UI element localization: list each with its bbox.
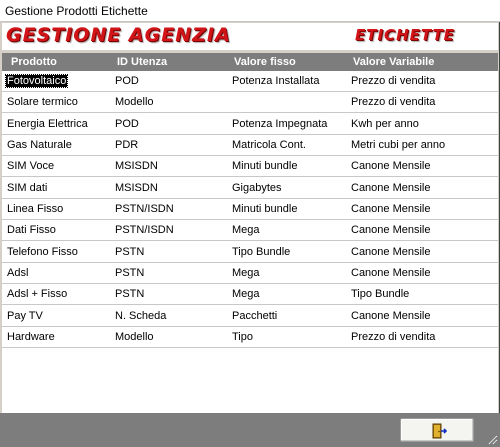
table-row[interactable] xyxy=(2,178,498,199)
cell-id-utenza[interactable]: N. Scheda xyxy=(115,310,167,322)
cell-prodotto[interactable]: Fotovoltaico xyxy=(7,75,67,87)
cell-id-utenza[interactable]: PSTN/ISDN xyxy=(115,224,174,236)
cell-id-utenza[interactable]: PDR xyxy=(115,139,139,151)
cell-prodotto[interactable]: SIM Voce xyxy=(7,160,55,172)
cell-prodotto[interactable]: Telefono Fisso xyxy=(7,246,78,258)
cell-valore-fisso[interactable]: Pacchetti xyxy=(232,310,278,322)
cell-valore-variabile[interactable]: Canone Mensile xyxy=(351,203,431,215)
cell-valore-fisso[interactable]: Mega xyxy=(232,224,260,236)
table-row[interactable] xyxy=(2,284,498,305)
cell-valore-fisso[interactable]: Gigabytes xyxy=(232,182,282,194)
cell-id-utenza[interactable]: PSTN xyxy=(115,246,145,258)
cell-prodotto[interactable]: Adsl + Fisso xyxy=(7,288,68,300)
cell-valore-fisso[interactable]: Mega xyxy=(232,288,260,300)
banner-subtitle: ETICHETTE xyxy=(355,26,455,44)
column-header-id-utenza[interactable]: ID Utenza xyxy=(117,56,168,68)
table-row[interactable] xyxy=(2,71,498,92)
cell-prodotto[interactable]: Pay TV xyxy=(7,310,43,322)
banner-title: GESTIONE AGENZIA xyxy=(6,24,231,46)
cell-prodotto[interactable]: Solare termico xyxy=(7,96,78,108)
cell-valore-variabile[interactable]: Prezzo di vendita xyxy=(351,75,436,87)
cell-prodotto[interactable]: Linea Fisso xyxy=(7,203,64,215)
cell-valore-fisso[interactable]: Potenza Installata xyxy=(232,75,320,87)
table-row[interactable] xyxy=(2,327,498,348)
table-row[interactable] xyxy=(2,220,498,241)
table-row[interactable] xyxy=(2,92,498,113)
cell-valore-variabile[interactable]: Prezzo di vendita xyxy=(351,96,436,108)
cell-prodotto[interactable]: Adsl xyxy=(7,267,29,279)
table-row[interactable] xyxy=(2,306,498,327)
cell-prodotto[interactable]: Dati Fisso xyxy=(7,224,56,236)
cell-prodotto[interactable]: SIM dati xyxy=(7,182,48,194)
cell-id-utenza[interactable]: POD xyxy=(115,118,139,130)
cell-valore-fisso[interactable]: Potenza Impegnata xyxy=(232,118,328,130)
cell-valore-fisso[interactable]: Tipo Bundle xyxy=(232,246,291,258)
cell-valore-variabile[interactable]: Metri cubi per anno xyxy=(351,139,446,151)
cell-valore-fisso[interactable]: Minuti bundle xyxy=(232,160,298,172)
cell-id-utenza[interactable]: Modello xyxy=(115,96,154,108)
cell-valore-variabile[interactable]: Canone Mensile xyxy=(351,224,431,236)
cell-valore-variabile[interactable]: Canone Mensile xyxy=(351,182,431,194)
table-row[interactable] xyxy=(2,199,498,220)
column-header-valore-fisso[interactable]: Valore fisso xyxy=(234,56,296,68)
table-row[interactable] xyxy=(2,242,498,263)
column-header-prodotto[interactable]: Prodotto xyxy=(11,56,57,68)
cell-id-utenza[interactable]: PSTN xyxy=(115,267,145,279)
cell-valore-fisso[interactable]: Matricola Cont. xyxy=(232,139,306,151)
cell-valore-variabile[interactable]: Canone Mensile xyxy=(351,310,431,322)
cell-id-utenza[interactable]: Modello xyxy=(115,331,154,343)
cell-id-utenza[interactable]: PSTN/ISDN xyxy=(115,203,174,215)
cell-id-utenza[interactable]: MSISDN xyxy=(115,160,158,172)
table-row[interactable] xyxy=(2,135,498,156)
cell-prodotto[interactable]: Gas Naturale xyxy=(7,139,72,151)
resize-grip-icon[interactable] xyxy=(486,433,498,445)
window-title: Gestione Prodotti Etichette xyxy=(0,0,500,22)
cell-id-utenza[interactable]: PSTN xyxy=(115,288,145,300)
cell-valore-variabile[interactable]: Canone Mensile xyxy=(351,246,431,258)
table-row[interactable] xyxy=(2,156,498,177)
grid-header xyxy=(2,53,498,71)
column-header-valore-variabile[interactable]: Valore Variabile xyxy=(353,56,435,68)
cell-valore-variabile[interactable]: Tipo Bundle xyxy=(351,288,410,300)
cell-valore-variabile[interactable]: Prezzo di vendita xyxy=(351,331,436,343)
app-banner xyxy=(2,23,498,50)
exit-button[interactable] xyxy=(400,418,474,442)
cell-valore-variabile[interactable]: Canone Mensile xyxy=(351,267,431,279)
cell-valore-variabile[interactable]: Kwh per anno xyxy=(351,118,419,130)
grid-empty-area xyxy=(2,369,498,413)
cell-prodotto[interactable]: Hardware xyxy=(7,331,55,343)
cell-valore-fisso[interactable]: Mega xyxy=(232,267,260,279)
table-row[interactable] xyxy=(2,263,498,284)
cell-valore-fisso[interactable]: Tipo xyxy=(232,331,253,343)
cell-valore-variabile[interactable]: Canone Mensile xyxy=(351,160,431,172)
cell-id-utenza[interactable]: POD xyxy=(115,75,139,87)
exit-door-icon xyxy=(431,423,447,439)
cell-valore-fisso[interactable]: Minuti bundle xyxy=(232,203,298,215)
products-grid xyxy=(2,71,498,369)
cell-prodotto[interactable]: Energia Elettrica xyxy=(7,118,88,130)
cell-id-utenza[interactable]: MSISDN xyxy=(115,182,158,194)
table-row[interactable] xyxy=(2,114,498,135)
